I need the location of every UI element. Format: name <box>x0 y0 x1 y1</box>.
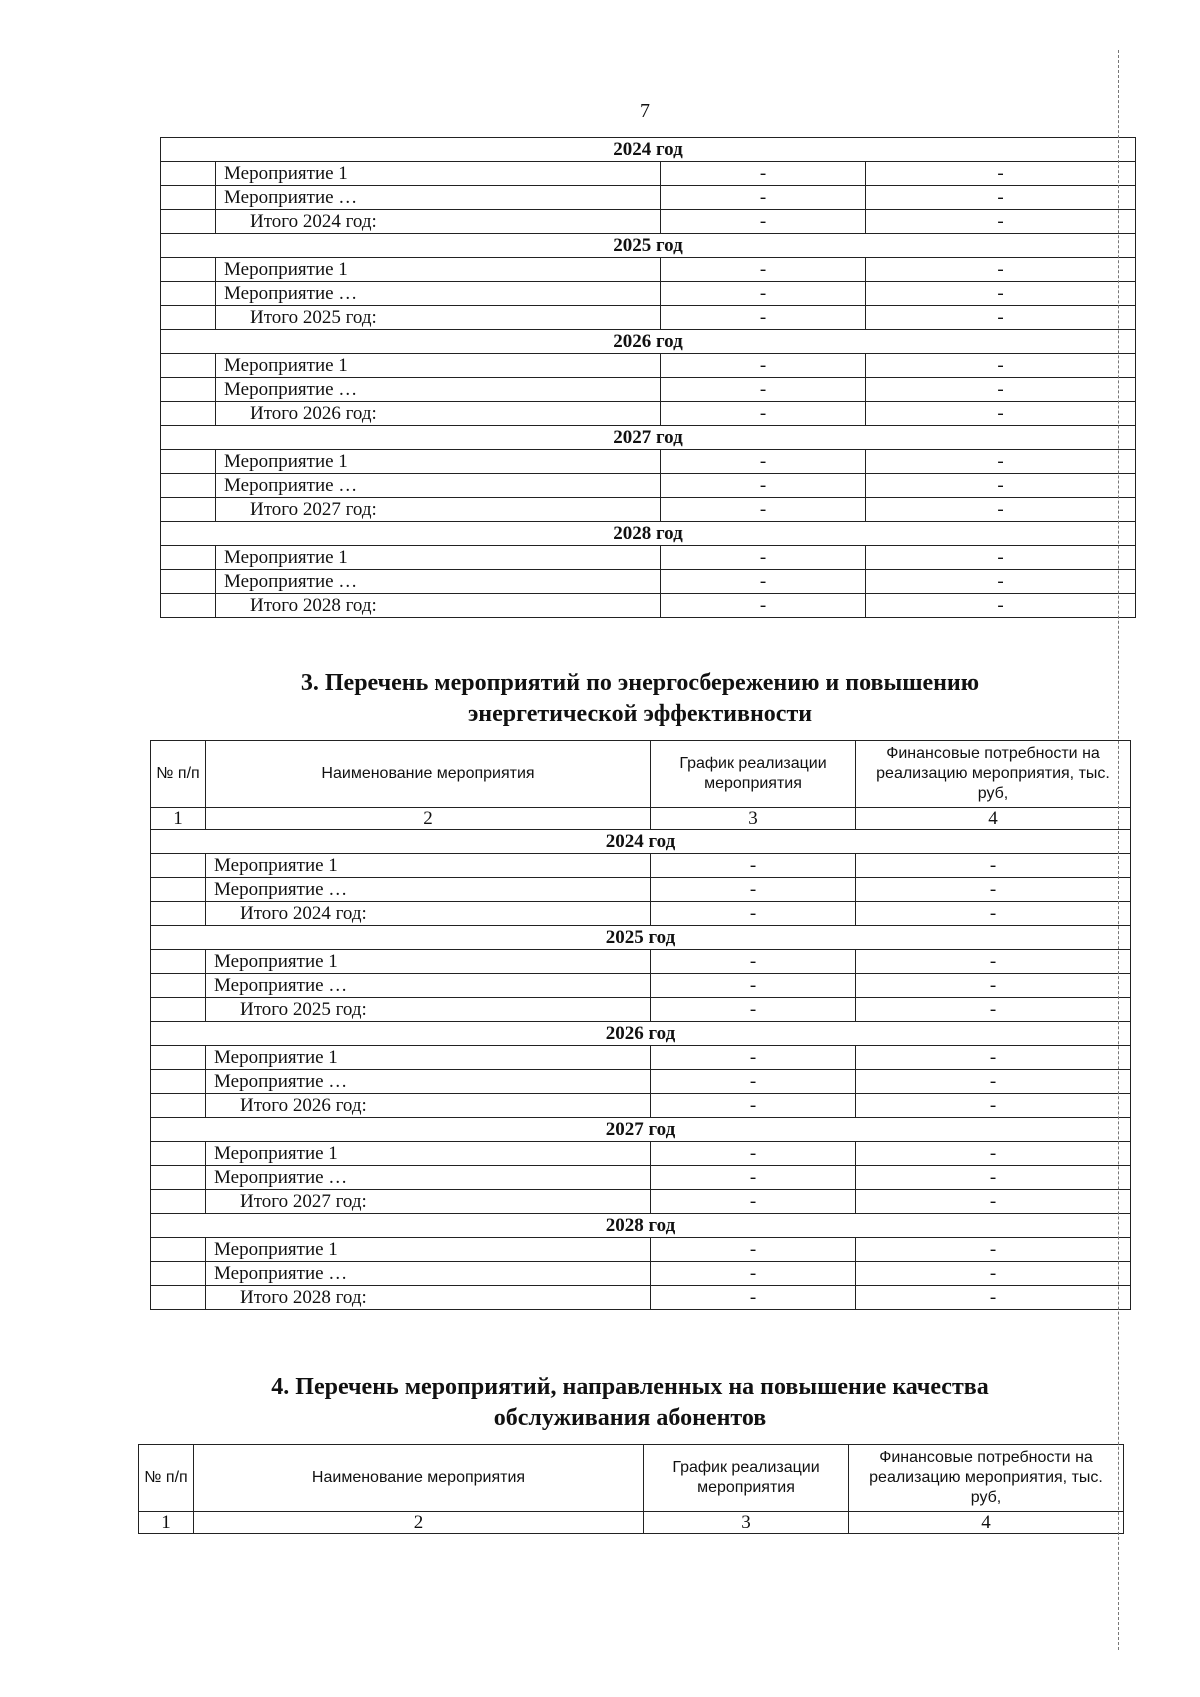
schedule-cell: - <box>651 878 856 902</box>
finance-cell: - <box>856 998 1131 1022</box>
header-num: № п/п <box>139 1445 194 1512</box>
year-total-row <box>161 498 1136 522</box>
activity-row <box>161 546 1136 570</box>
year-header-row <box>161 234 1136 258</box>
year-header-row <box>161 138 1136 162</box>
schedule-cell: - <box>661 306 866 330</box>
schedule-cell: - <box>661 474 866 498</box>
activity-name-cell: Мероприятие 1 <box>206 1046 651 1070</box>
year-total-row <box>161 594 1136 618</box>
year-title: 2024 год <box>151 830 1131 854</box>
row-number-cell <box>151 998 206 1022</box>
row-number-cell <box>151 902 206 926</box>
finance-cell: - <box>856 1190 1131 1214</box>
finance-cell: - <box>856 1142 1131 1166</box>
schedule-cell: - <box>651 1142 856 1166</box>
activity-row <box>151 950 1131 974</box>
schedule-cell: - <box>661 570 866 594</box>
finance-cell: - <box>866 402 1136 426</box>
row-number-cell <box>161 498 216 522</box>
scan-edge-line <box>1118 50 1119 1650</box>
year-header-row <box>151 1214 1131 1238</box>
finance-cell: - <box>856 974 1131 998</box>
section-3-heading <box>150 668 1130 730</box>
schedule-cell: - <box>661 282 866 306</box>
activity-name-cell: Мероприятие 1 <box>206 1142 651 1166</box>
year-total-row <box>151 1286 1131 1310</box>
activity-row <box>151 1142 1131 1166</box>
row-number-cell <box>151 854 206 878</box>
row-number-cell <box>151 1046 206 1070</box>
activity-row <box>151 878 1131 902</box>
column-number: 4 <box>856 808 1131 830</box>
row-number-cell <box>161 546 216 570</box>
schedule-cell: - <box>651 854 856 878</box>
activity-row <box>161 282 1136 306</box>
schedule-cell: - <box>661 402 866 426</box>
finance-cell: - <box>866 306 1136 330</box>
finance-cell: - <box>866 546 1136 570</box>
service-quality-activities-table <box>138 1444 1124 1534</box>
row-number-cell <box>151 1238 206 1262</box>
schedule-cell: - <box>651 1262 856 1286</box>
row-number-cell <box>161 306 216 330</box>
year-header-row <box>151 926 1131 950</box>
activity-name-cell: Мероприятие … <box>206 1070 651 1094</box>
year-total-row <box>151 1094 1131 1118</box>
activity-name-cell: Итого 2027 год: <box>206 1190 651 1214</box>
year-title: 2024 год <box>161 138 1136 162</box>
schedule-cell: - <box>661 162 866 186</box>
row-number-cell <box>161 594 216 618</box>
year-title: 2028 год <box>151 1214 1131 1238</box>
table-header-row <box>139 1445 1124 1512</box>
year-title: 2025 год <box>161 234 1136 258</box>
section-3-heading-line2: энергетической эффективности <box>467 701 813 727</box>
schedule-cell: - <box>651 902 856 926</box>
activity-name-cell: Мероприятие 1 <box>216 162 661 186</box>
row-number-cell <box>151 1094 206 1118</box>
header-name: Наименование мероприятия <box>206 741 651 808</box>
year-title: 2027 год <box>151 1118 1131 1142</box>
finance-cell: - <box>866 474 1136 498</box>
row-number-cell <box>161 162 216 186</box>
year-total-row <box>151 902 1131 926</box>
activity-name-cell: Мероприятие … <box>216 282 661 306</box>
finance-cell: - <box>856 854 1131 878</box>
schedule-cell: - <box>651 1238 856 1262</box>
finance-cell: - <box>866 450 1136 474</box>
activity-row <box>151 1262 1131 1286</box>
schedule-cell: - <box>661 450 866 474</box>
activity-row <box>161 474 1136 498</box>
table-header-row <box>151 741 1131 808</box>
row-number-cell <box>151 1142 206 1166</box>
page-number: 7 <box>640 100 650 122</box>
activity-row <box>161 450 1136 474</box>
schedule-cell: - <box>651 1094 856 1118</box>
schedule-cell: - <box>651 1190 856 1214</box>
finance-cell: - <box>866 210 1136 234</box>
activity-name-cell: Мероприятие 1 <box>216 354 661 378</box>
finance-cell: - <box>866 258 1136 282</box>
activity-name-cell: Итого 2026 год: <box>206 1094 651 1118</box>
schedule-cell: - <box>651 974 856 998</box>
row-number-cell <box>151 1190 206 1214</box>
year-total-row <box>151 1190 1131 1214</box>
year-header-row <box>161 522 1136 546</box>
header-schedule: График реализации мероприятия <box>644 1445 849 1512</box>
activity-name-cell: Мероприятие … <box>216 186 661 210</box>
activity-name-cell: Итого 2026 год: <box>216 402 661 426</box>
energy-saving-activities-table <box>150 740 1131 1310</box>
schedule-cell: - <box>651 1046 856 1070</box>
year-total-row <box>161 210 1136 234</box>
activity-name-cell: Мероприятие 1 <box>206 1238 651 1262</box>
schedule-cell: - <box>651 1286 856 1310</box>
activity-row <box>151 1238 1131 1262</box>
section-4-heading-line2: обслуживания абонентов <box>493 1405 767 1431</box>
schedule-cell: - <box>651 998 856 1022</box>
schedule-cell: - <box>651 1070 856 1094</box>
schedule-cell: - <box>661 546 866 570</box>
row-number-cell <box>151 1262 206 1286</box>
column-number: 2 <box>206 808 651 830</box>
header-finance: Финансовые потребности на реализацию мероприятия, тыс. руб, <box>849 1445 1124 1512</box>
year-title: 2026 год <box>161 330 1136 354</box>
schedule-cell: - <box>661 594 866 618</box>
activity-row <box>161 258 1136 282</box>
row-number-cell <box>161 474 216 498</box>
year-title: 2026 год <box>151 1022 1131 1046</box>
activity-name-cell: Итого 2024 год: <box>206 902 651 926</box>
row-number-cell <box>161 210 216 234</box>
finance-cell: - <box>856 1238 1131 1262</box>
schedule-cell: - <box>661 258 866 282</box>
year-total-row <box>151 998 1131 1022</box>
column-number: 3 <box>644 1512 849 1534</box>
finance-cell: - <box>856 1262 1131 1286</box>
row-number-cell <box>161 450 216 474</box>
header-schedule: График реализации мероприятия <box>651 741 856 808</box>
activity-name-cell: Итого 2024 год: <box>216 210 661 234</box>
column-number: 1 <box>139 1512 194 1534</box>
activity-name-cell: Мероприятие … <box>206 878 651 902</box>
year-total-row <box>161 402 1136 426</box>
activity-name-cell: Мероприятие 1 <box>216 546 661 570</box>
section-3-heading-line1: 3. Перечень мероприятий по энергосбережению и повышению <box>300 670 980 696</box>
finance-cell: - <box>866 594 1136 618</box>
row-number-cell <box>161 570 216 594</box>
finance-cell: - <box>856 1070 1131 1094</box>
activity-row <box>161 570 1136 594</box>
activity-name-cell: Мероприятие … <box>206 1262 651 1286</box>
header-num: № п/п <box>151 741 206 808</box>
activity-name-cell: Мероприятие 1 <box>216 258 661 282</box>
year-title: 2025 год <box>151 926 1131 950</box>
row-number-cell <box>151 1166 206 1190</box>
column-number: 2 <box>194 1512 644 1534</box>
activity-row <box>161 186 1136 210</box>
year-header-row <box>151 830 1131 854</box>
row-number-cell <box>161 258 216 282</box>
row-number-cell <box>161 378 216 402</box>
activity-row <box>151 854 1131 878</box>
activity-row <box>161 354 1136 378</box>
activity-row <box>151 1046 1131 1070</box>
year-header-row <box>151 1118 1131 1142</box>
activities-table-continued <box>160 137 1136 618</box>
activity-row <box>161 162 1136 186</box>
schedule-cell: - <box>661 354 866 378</box>
row-number-cell <box>161 282 216 306</box>
year-header-row <box>161 426 1136 450</box>
finance-cell: - <box>856 878 1131 902</box>
activity-name-cell: Мероприятие … <box>216 378 661 402</box>
activity-row <box>151 1166 1131 1190</box>
finance-cell: - <box>856 1166 1131 1190</box>
year-header-row <box>161 330 1136 354</box>
activity-row <box>151 1070 1131 1094</box>
finance-cell: - <box>856 950 1131 974</box>
activity-name-cell: Итого 2025 год: <box>206 998 651 1022</box>
row-number-cell <box>161 186 216 210</box>
column-number-row <box>151 808 1131 830</box>
section-4-heading-line1: 4. Перечень мероприятий, направленных на повышение качества <box>271 1374 989 1400</box>
column-number: 1 <box>151 808 206 830</box>
finance-cell: - <box>866 162 1136 186</box>
year-total-row <box>161 306 1136 330</box>
row-number-cell <box>161 402 216 426</box>
header-finance: Финансовые потребности на реализацию мероприятия, тыс. руб, <box>856 741 1131 808</box>
row-number-cell <box>151 1286 206 1310</box>
finance-cell: - <box>866 378 1136 402</box>
activity-name-cell: Итого 2028 год: <box>216 594 661 618</box>
activity-name-cell: Мероприятие 1 <box>216 450 661 474</box>
activity-name-cell: Мероприятие 1 <box>206 950 651 974</box>
finance-cell: - <box>856 902 1131 926</box>
schedule-cell: - <box>661 186 866 210</box>
activity-name-cell: Мероприятие … <box>216 474 661 498</box>
activity-name-cell: Итого 2028 год: <box>206 1286 651 1310</box>
schedule-cell: - <box>661 210 866 234</box>
activity-name-cell: Мероприятие … <box>206 1166 651 1190</box>
activity-name-cell: Итого 2027 год: <box>216 498 661 522</box>
activity-name-cell: Итого 2025 год: <box>216 306 661 330</box>
finance-cell: - <box>866 498 1136 522</box>
schedule-cell: - <box>651 1166 856 1190</box>
column-number-row <box>139 1512 1124 1534</box>
finance-cell: - <box>866 570 1136 594</box>
row-number-cell <box>151 1070 206 1094</box>
schedule-cell: - <box>651 950 856 974</box>
year-title: 2027 год <box>161 426 1136 450</box>
row-number-cell <box>151 878 206 902</box>
year-title: 2028 год <box>161 522 1136 546</box>
column-number: 4 <box>849 1512 1124 1534</box>
row-number-cell <box>161 354 216 378</box>
row-number-cell <box>151 974 206 998</box>
finance-cell: - <box>856 1046 1131 1070</box>
finance-cell: - <box>866 354 1136 378</box>
finance-cell: - <box>856 1286 1131 1310</box>
section-4-heading <box>140 1372 1120 1434</box>
finance-cell: - <box>856 1094 1131 1118</box>
row-number-cell <box>151 950 206 974</box>
activity-name-cell: Мероприятие 1 <box>206 854 651 878</box>
schedule-cell: - <box>661 378 866 402</box>
finance-cell: - <box>866 186 1136 210</box>
finance-cell: - <box>866 282 1136 306</box>
activity-row <box>151 974 1131 998</box>
header-name: Наименование мероприятия <box>194 1445 644 1512</box>
schedule-cell: - <box>661 498 866 522</box>
column-number: 3 <box>651 808 856 830</box>
activity-row <box>161 378 1136 402</box>
year-header-row <box>151 1022 1131 1046</box>
activity-name-cell: Мероприятие … <box>216 570 661 594</box>
activity-name-cell: Мероприятие … <box>206 974 651 998</box>
